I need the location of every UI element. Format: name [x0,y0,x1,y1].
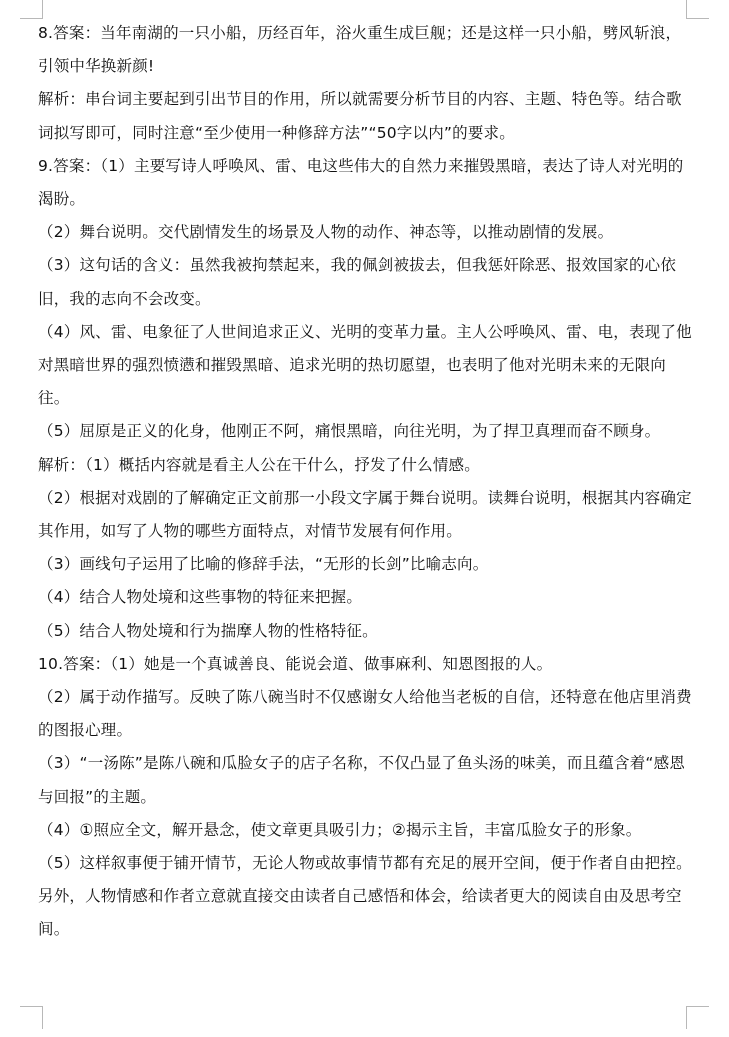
answer-10-part-3: （3）“一汤陈”是陈八碗和瓜脸女子的店子名称，不仅凸显了鱼头汤的味美，而且蕴含着“感恩与回报”的主题。 [38,754,686,806]
answer-9-part-2: （2）舞台说明。交代剧情发生的场景及人物的动作、神态等，以推动剧情的发展。 [38,223,614,242]
answer-9-part-3: （3）这句话的含义：虽然我被拘禁起来，我的佩剑被拔去，但我惩奸除恶、报效国家的心依旧，我的志向不会改变。 [38,256,677,308]
document-body [38,17,694,947]
answer-10-part-5: （5）这样叙事便于铺开情节，无论人物或故事情节都有充足的展开空间，便于作者自由把控。另外，人物情感和作者立意就直接交由读者自己感悟和体会，给读者更大的阅读自由及思考空间。 [38,854,692,939]
crop-mark-bottom-left [20,1006,43,1029]
answer-9-part-5: （5）屈原是正义的化身，他刚正不阿，痛恨黑暗，向往光明，为了捍卫真理而奋不顾身。 [38,422,661,441]
answer-10-part-1: 10.答案：（1）她是一个真诚善良、能说会道、做事麻利、知恩图报的人。 [38,654,553,673]
analysis-9-part-1: 解析：（1）概括内容就是看主人公在干什么，抒发了什么情感。 [38,455,480,474]
answer-9-part-1: 9.答案：（1）主要写诗人呼唤风、雷、电这些伟大的自然力来摧毁黑暗，表达了诗人对光明的渴盼。 [38,156,684,209]
crop-mark-bottom-right [686,1006,709,1029]
analysis-8: 解析：串台词主要起到引出节目的作用，所以就需要分析节目的内容、主题、特色等。结合歌词拟写即可，同时注意“至少使用一种修辞方法”“50字以内”的要求。 [38,90,682,142]
answer-10-part-4: （4）①照应全文，解开悬念，使文章更具吸引力；②揭示主旨，丰富瓜脸女子的形象。 [38,820,642,839]
analysis-9-part-3: （3）画线句子运用了比喻的修辞手法，“无形的长剑”比喻志向。 [38,555,489,574]
analysis-9-part-2: （2）根据对戏剧的了解确定正文前那一小段文字属于舞台说明。读舞台说明，根据其内容确定其作用，如写了人物的哪些方面特点，对情节发展有何作用。 [38,488,692,541]
analysis-9-part-5: （5）结合人物处境和行为揣摩人物的性格特征。 [38,621,378,640]
answer-9-part-4: （4）风、雷、电象征了人世间追求正义、光明的变革力量。主人公呼唤风、雷、电，表现了他对黑暗世界的强烈愤懑和摧毁黑暗、追求光明的热切愿望，也表明了他对光明未来的无限向往。 [38,322,692,408]
answer-8: 8.答案：当年南湖的一只小船，历经百年，浴火重生成巨舰；还是这样一只小船，劈风斩浪，引领中华换新颜! [38,24,682,76]
analysis-9-part-4: （4）结合人物处境和这些事物的特征来把握。 [38,588,363,607]
answer-10-part-2: （2）属于动作描写。反映了陈八碗当时不仅感谢女人给他当老板的自信，还特意在他店里消费的图报心理。 [38,688,692,740]
